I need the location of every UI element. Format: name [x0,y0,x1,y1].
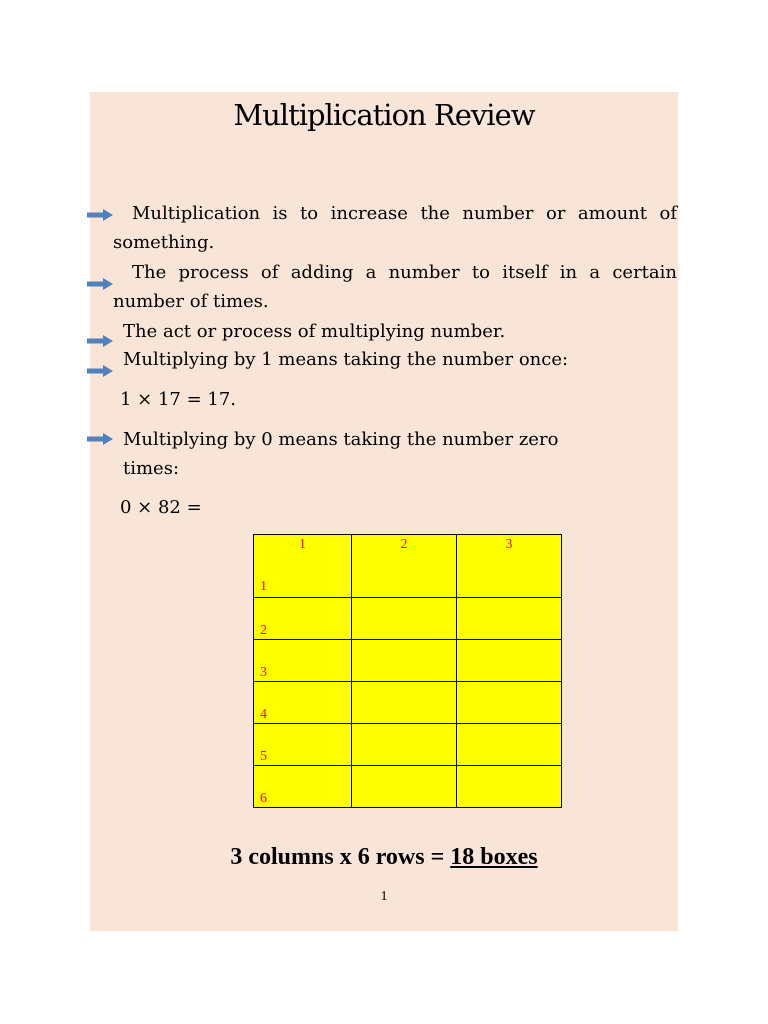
row-label: 2 [260,623,267,638]
grid-cell [352,724,457,766]
grid-cell [352,766,457,808]
right-arrow-icon [87,365,113,377]
grid-cell [457,724,562,766]
page-title: Multiplication Review [233,98,535,132]
grid-cell [457,682,562,724]
grid-cell [352,598,457,640]
row-label: 3 [260,665,267,680]
multiplication-grid [253,534,562,808]
equation-2: 0 × 82 = [120,497,202,518]
right-arrow-icon [87,433,113,445]
right-arrow-icon [87,209,113,221]
grid-row [254,766,562,808]
grid-cell [254,724,352,766]
row-label: 4 [260,707,267,722]
grid-cell [254,535,352,598]
row-label: 1 [260,579,267,594]
grid-cell [352,640,457,682]
right-arrow-icon [87,335,113,347]
grid-row [254,682,562,724]
column-label: 2 [400,537,408,552]
bullet-text-2: The process of adding a number to itself in a certain number of times. [113,262,677,312]
grid-cell [352,682,457,724]
grid-cell [254,640,352,682]
summary-prefix: 3 columns x 6 rows = [230,844,451,870]
column-label: 1 [299,537,306,552]
grid-row [254,598,562,640]
row-label: 5 [260,749,267,764]
summary-line [90,844,678,871]
grid-cell [254,766,352,808]
column-label: 3 [505,537,513,552]
bullet-text-5: Multiplying by 0 means taking the number zero times: [123,429,559,479]
grid-row [254,640,562,682]
grid-cell [457,640,562,682]
grid-cell [457,535,562,598]
grid-cell [457,598,562,640]
bullet-text-3: The act or process of multiplying number. [123,321,506,342]
bullet-text-1: Multiplication is to increase the number or amount of something. [113,203,677,253]
right-arrow-icon [87,278,113,290]
grid-cell [352,535,457,598]
grid-row [254,535,562,598]
row-label: 6 [260,791,267,806]
grid-row [254,724,562,766]
grid-cell [254,682,352,724]
document-page [90,92,678,931]
summary-result: 18 boxes [450,844,538,870]
grid-cell [457,766,562,808]
bullet-text-4: Multiplying by 1 means taking the number once: [123,349,569,370]
page-number: 1 [380,889,388,904]
grid-cell [254,598,352,640]
equation-1: 1 × 17 = 17. [120,389,237,410]
